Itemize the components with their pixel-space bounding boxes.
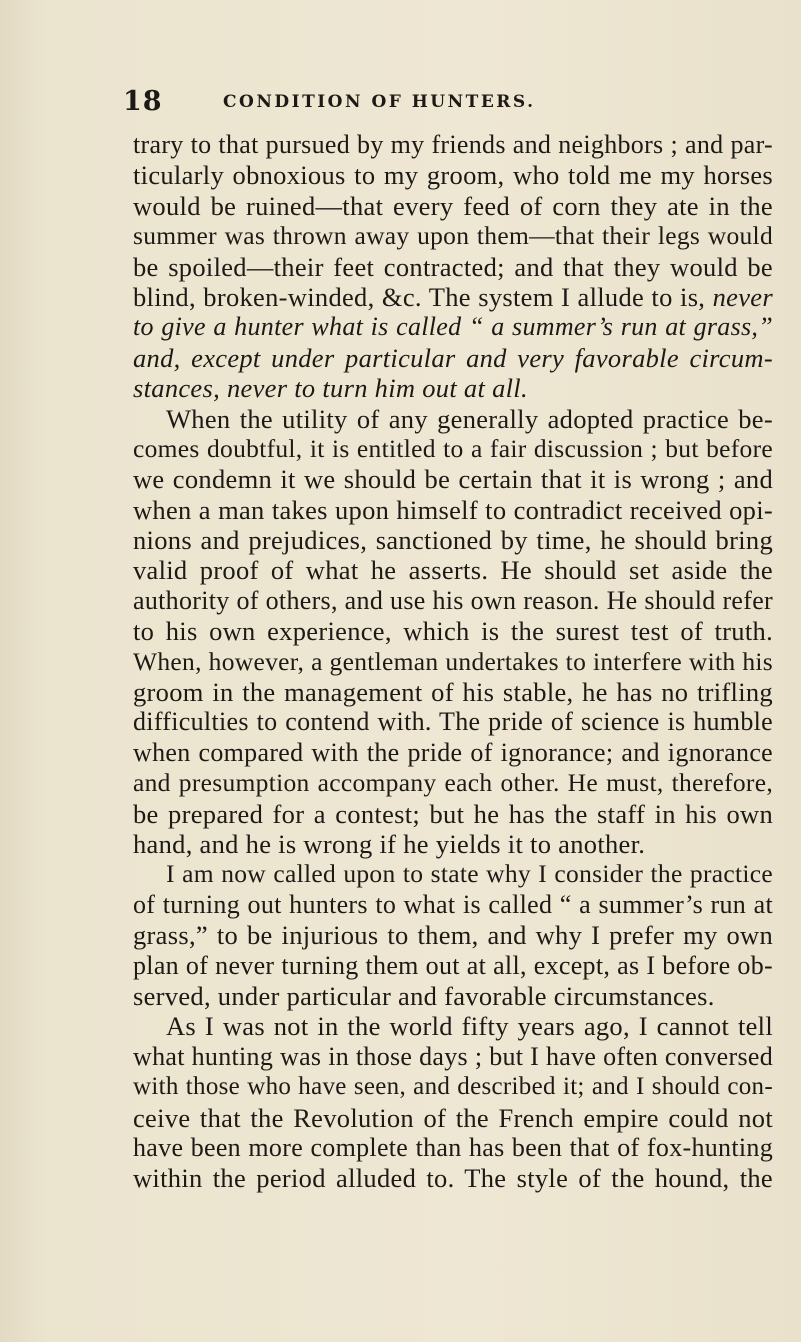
text-line-with-italic <box>133 282 773 312</box>
text-line: what hunting was in those days ; but I have often conversed <box>133 1041 773 1071</box>
text-line: of turning out hunters to what is called “ a summer’s run at <box>133 889 773 919</box>
text-line: be prepared for a contest; but he has the staff in his own <box>133 798 773 829</box>
text-line: be spoiled—their feet contracted; and that they would be <box>133 251 773 282</box>
text-line: to his own experience, which is the surest test of truth. <box>133 616 773 647</box>
text-line: nions and prejudices, sanctioned by time, he should bring <box>133 525 773 556</box>
text-line-segment: blind, broken-winded, &c. The system I allude to is, <box>133 281 706 312</box>
page-header <box>123 86 773 126</box>
text-line: when a man takes upon himself to contradict received opi- <box>133 494 773 525</box>
paragraph-start-line: I am now called upon to state why I consider the practice <box>166 859 773 889</box>
text-line: served, under particular and favorable circumstances. <box>133 980 715 1011</box>
text-line: and presumption accompany each other. He must, therefore, <box>133 768 773 798</box>
body-text <box>133 130 773 1194</box>
text-line: comes doubtful, it is entitled to a fair discussion ; but before <box>133 433 773 463</box>
text-line: when compared with the pride of ignorance; and ignorance <box>133 737 773 767</box>
text-line: summer was thrown away upon them—that their legs would <box>133 221 773 251</box>
text-line: trary to that pursued by my friends and neighbors ; and par- <box>133 130 773 159</box>
text-line: When, however, a gentleman undertakes to interfere with his <box>133 646 773 676</box>
paragraph-start-line: As I was not in the world fifty years ago, I cannot tell <box>166 1011 773 1042</box>
text-line: authority of others, and use his own reason. He should refer <box>133 585 773 615</box>
text-line: within the period alluded to. The style of the hound, the <box>133 1163 773 1194</box>
text-line: ceive that the Revolution of the French empire could not <box>133 1102 773 1133</box>
text-line-italic <box>133 343 773 373</box>
text-line: with those who have seen, and described it; and I should con- <box>133 1073 773 1101</box>
italic-emphasis: and, except under particular and very favorable circum- <box>133 342 773 373</box>
page-number: 18 <box>123 86 163 117</box>
text-line: plan of never turning them out at all, except, as I before ob- <box>133 950 773 980</box>
italic-emphasis: to give a hunter what is called “ a summer’s run at grass,” <box>133 312 773 342</box>
text-line: groom in the management of his stable, he has no trifling <box>133 677 773 708</box>
text-line: grass,” to be injurious to them, and why I prefer my own <box>133 920 773 951</box>
text-line: ticularly obnoxious to my groom, who told me my horses <box>133 160 773 191</box>
text-line: would be ruined—that every feed of corn they ate in the <box>133 190 773 221</box>
italic-emphasis: never <box>712 281 773 312</box>
paragraph-start-line: When the utility of any generally adopted practice be- <box>166 403 773 434</box>
text-line: difficulties to contend with. The pride of science is humble <box>133 707 773 737</box>
italic-emphasis: stances, never to turn him out at all. <box>133 373 528 404</box>
text-line: valid proof of what he asserts. He should set aside the <box>133 555 773 586</box>
text-line-italic <box>133 312 773 342</box>
text-line-italic <box>133 373 773 403</box>
running-head: CONDITION OF HUNTERS. <box>223 92 536 112</box>
text-line: have been more complete than has been that of fox-hunting <box>133 1132 773 1162</box>
text-line: hand, and he is wrong if he yields it to another. <box>133 828 646 859</box>
text-line: we condemn it we should be certain that it is wrong ; and <box>133 464 773 495</box>
